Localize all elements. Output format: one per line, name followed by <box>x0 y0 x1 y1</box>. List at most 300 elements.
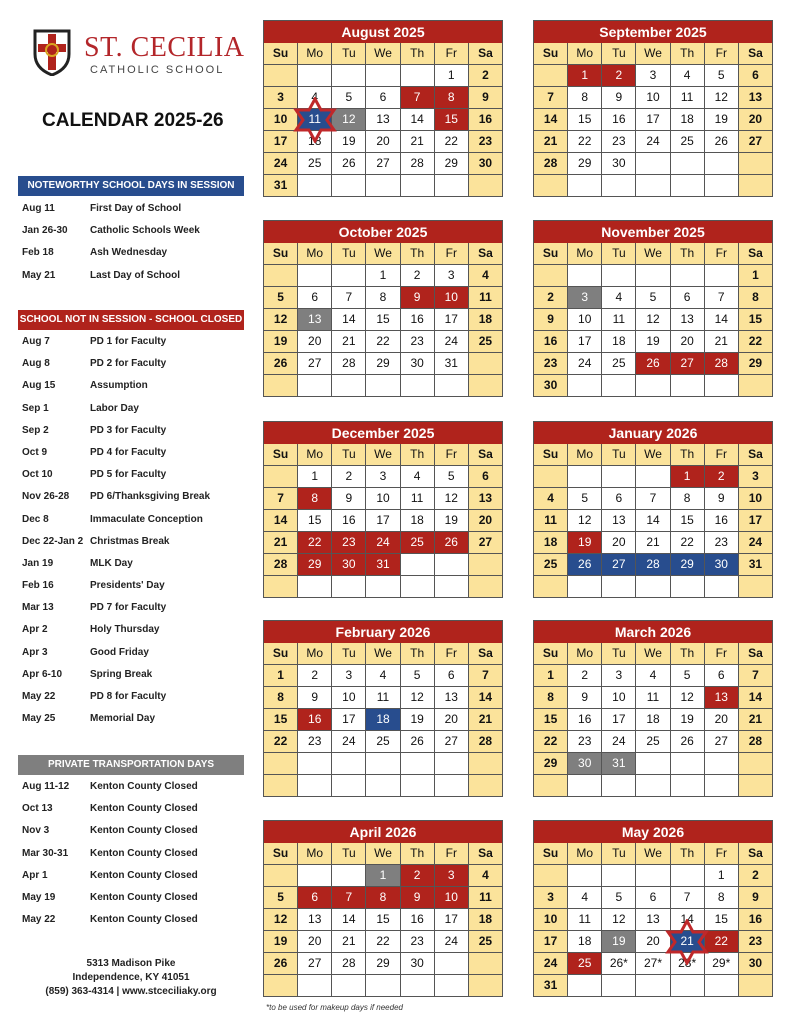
day-cell <box>298 109 331 130</box>
day-cell <box>602 687 635 708</box>
day-number: 8 <box>311 491 319 505</box>
day-cell <box>534 87 567 108</box>
day-cell <box>366 466 399 487</box>
weekday-header: Fr <box>705 643 738 664</box>
empty-cell <box>671 576 704 597</box>
month-title: April 2026 <box>264 821 502 843</box>
item-label: PD 7 for Faculty <box>90 602 167 614</box>
day-cell <box>602 87 635 108</box>
day-cell <box>534 731 567 752</box>
empty-cell <box>264 65 297 86</box>
day-cell <box>705 353 738 374</box>
weekday-header: Th <box>401 643 434 664</box>
empty-cell <box>435 753 468 774</box>
day-cell <box>636 931 669 952</box>
empty-cell <box>298 865 331 886</box>
day-number: 12 <box>578 513 592 527</box>
day-cell <box>568 753 601 774</box>
day-number: 21 <box>410 134 424 148</box>
day-cell <box>568 153 601 174</box>
day-number: 31 <box>376 557 390 571</box>
day-cell <box>469 909 502 930</box>
weekday-header: Mo <box>298 843 331 864</box>
day-number: 3 <box>379 469 387 483</box>
item-label: PD 8 for Faculty <box>90 691 167 702</box>
day-number: 15 <box>376 312 390 326</box>
empty-cell <box>602 265 635 286</box>
item-label: Good Friday <box>90 646 149 658</box>
day-number: 12 <box>342 112 356 126</box>
day-cell <box>534 687 567 708</box>
day-number: 3 <box>345 668 353 682</box>
item-label: Christmas Break <box>90 535 170 547</box>
empty-cell <box>636 753 669 774</box>
weekday-header: Tu <box>332 243 365 264</box>
day-cell <box>636 309 669 330</box>
item-label: PD 6/Thanksgiving Break <box>90 491 211 503</box>
day-number: 26 <box>444 535 458 549</box>
weekday-header: Tu <box>332 643 365 664</box>
weekday-header: We <box>366 243 399 264</box>
list-item <box>22 336 210 358</box>
day-number: 9 <box>581 690 589 704</box>
weekday-header: We <box>636 643 669 664</box>
day-cell <box>602 753 635 774</box>
empty-cell <box>705 375 738 396</box>
day-number: 31 <box>748 557 763 571</box>
empty-cell <box>705 775 738 796</box>
day-cell <box>739 709 772 730</box>
weekday-header: Th <box>401 444 434 465</box>
month-grid <box>264 444 502 597</box>
empty-cell <box>435 975 468 996</box>
day-cell <box>739 887 772 908</box>
day-cell <box>366 532 399 553</box>
day-cell <box>332 131 365 152</box>
day-cell <box>298 131 331 152</box>
day-cell <box>435 265 468 286</box>
day-cell <box>298 687 331 708</box>
empty-cell <box>435 775 468 796</box>
day-cell <box>534 931 567 952</box>
day-number: 4 <box>581 890 589 904</box>
empty-cell <box>602 865 635 886</box>
item-label: Presidents' Day <box>90 580 165 592</box>
day-number: 5 <box>277 290 284 304</box>
day-number: 9 <box>311 690 319 704</box>
day-cell <box>401 87 434 108</box>
day-cell <box>401 953 434 974</box>
day-cell <box>401 287 434 308</box>
item-label: PD 1 for Faculty <box>90 336 167 347</box>
day-number: 19 <box>342 134 356 148</box>
item-label: Labor Day <box>90 402 139 414</box>
day-number: 30 <box>612 156 626 170</box>
day-number: 30 <box>543 378 558 392</box>
day-cell <box>739 353 772 374</box>
list-item <box>22 447 210 469</box>
list-item <box>22 870 198 892</box>
day-number: 26 <box>714 134 728 148</box>
day-cell <box>568 287 601 308</box>
day-cell <box>366 265 399 286</box>
day-cell <box>602 731 635 752</box>
empty-cell <box>568 576 601 597</box>
day-number: 23 <box>578 734 592 748</box>
item-date: Apr 6-10 <box>22 668 63 680</box>
noteworthy-heading: NOTEWORTHY SCHOOL DAYS IN SESSION <box>18 176 244 196</box>
day-cell <box>435 687 468 708</box>
day-number: 29 <box>376 956 390 970</box>
day-number: 25 <box>478 334 493 348</box>
day-number: 17 <box>273 134 288 148</box>
day-number: 9 <box>482 90 489 104</box>
day-number: 10 <box>612 690 626 704</box>
day-number: 4 <box>683 68 691 82</box>
item-date: Jan 26-30 <box>22 225 68 237</box>
weekday-header: Sa <box>739 43 772 64</box>
day-cell <box>671 931 704 952</box>
day-cell <box>602 554 635 575</box>
day-cell <box>401 131 434 152</box>
item-label: Immaculate Conception <box>90 513 203 525</box>
month-may-2026 <box>533 820 773 997</box>
day-cell <box>366 109 399 130</box>
empty-cell <box>739 375 772 396</box>
day-number: 11 <box>544 513 557 527</box>
day-number: 19 <box>612 934 626 948</box>
day-cell <box>705 109 738 130</box>
item-date: Nov 26-28 <box>22 491 70 503</box>
day-cell <box>366 665 399 686</box>
day-cell <box>671 87 704 108</box>
day-cell <box>332 109 365 130</box>
weekday-header: Th <box>671 243 704 264</box>
day-cell <box>366 709 399 730</box>
day-cell <box>298 287 331 308</box>
day-number: 16 <box>308 712 322 726</box>
day-cell <box>469 709 502 730</box>
empty-cell <box>469 353 502 374</box>
day-cell <box>298 331 331 352</box>
day-number: 23 <box>410 934 424 948</box>
day-cell <box>671 331 704 352</box>
day-number: 23 <box>410 334 424 348</box>
day-cell <box>401 687 434 708</box>
empty-cell <box>298 975 331 996</box>
day-cell <box>602 109 635 130</box>
day-number: 17 <box>376 513 390 527</box>
empty-cell <box>671 975 704 996</box>
school-logo <box>32 28 245 76</box>
day-cell <box>469 731 502 752</box>
day-cell <box>671 909 704 930</box>
day-number: 14 <box>543 112 558 126</box>
day-cell <box>739 931 772 952</box>
day-cell <box>401 510 434 531</box>
day-number: 20 <box>680 334 694 348</box>
month-title: December 2025 <box>264 422 502 444</box>
day-cell <box>264 87 297 108</box>
day-cell <box>401 887 434 908</box>
day-cell <box>568 554 601 575</box>
day-number: 3 <box>752 469 759 483</box>
day-number: 25 <box>308 156 322 170</box>
empty-cell <box>469 953 502 974</box>
day-cell <box>705 731 738 752</box>
day-cell <box>332 909 365 930</box>
day-number: 31 <box>273 178 288 192</box>
day-number: 15 <box>543 712 558 726</box>
day-cell <box>739 865 772 886</box>
weekday-header: Fr <box>705 843 738 864</box>
weekday-header: Mo <box>568 43 601 64</box>
day-cell <box>739 909 772 930</box>
empty-cell <box>401 775 434 796</box>
empty-cell <box>705 753 738 774</box>
day-cell <box>739 532 772 553</box>
empty-cell <box>705 175 738 196</box>
month-november-2025 <box>533 220 773 397</box>
day-cell <box>568 488 601 509</box>
day-cell <box>636 510 669 531</box>
day-cell <box>705 87 738 108</box>
day-cell <box>534 753 567 774</box>
day-cell <box>636 709 669 730</box>
day-number: 17 <box>543 934 558 948</box>
school-subtitle: CATHOLIC SCHOOL <box>90 64 225 76</box>
day-cell <box>401 488 434 509</box>
day-number: 31 <box>612 756 626 770</box>
day-number: 8 <box>379 290 387 304</box>
item-date: Sep 2 <box>22 424 49 436</box>
day-cell <box>568 887 601 908</box>
empty-cell <box>636 153 669 174</box>
day-cell <box>671 109 704 130</box>
list-item <box>22 624 210 646</box>
day-number: 30 <box>342 557 356 571</box>
day-cell <box>264 532 297 553</box>
empty-cell <box>568 175 601 196</box>
empty-cell <box>264 265 297 286</box>
day-cell <box>739 331 772 352</box>
day-number: 7 <box>345 290 353 304</box>
list-item <box>22 403 210 425</box>
day-cell <box>469 287 502 308</box>
day-cell <box>469 665 502 686</box>
day-cell <box>739 953 772 974</box>
day-cell <box>739 665 772 686</box>
day-cell <box>568 953 601 974</box>
day-cell <box>602 532 635 553</box>
weekday-header: Sa <box>469 43 502 64</box>
weekday-header: We <box>366 43 399 64</box>
day-cell <box>298 931 331 952</box>
day-cell <box>568 931 601 952</box>
list-item <box>22 380 210 402</box>
day-number: 25 <box>410 535 424 549</box>
weekday-header: Th <box>671 643 704 664</box>
day-number: 18 <box>612 334 626 348</box>
empty-cell <box>401 65 434 86</box>
day-number: 21 <box>342 934 356 948</box>
empty-cell <box>332 265 365 286</box>
day-cell <box>298 709 331 730</box>
day-cell <box>366 131 399 152</box>
day-cell <box>671 510 704 531</box>
day-cell <box>636 731 669 752</box>
day-cell <box>298 466 331 487</box>
day-number: 28 <box>342 356 356 370</box>
day-number: 12 <box>646 312 660 326</box>
day-number: 31 <box>444 356 458 370</box>
day-cell <box>568 731 601 752</box>
day-number: 22 <box>748 334 763 348</box>
day-number: 23 <box>748 934 763 948</box>
day-cell <box>534 287 567 308</box>
day-cell <box>739 309 772 330</box>
day-cell <box>568 309 601 330</box>
day-number: 18 <box>478 312 493 326</box>
empty-cell <box>264 466 297 487</box>
weekday-header: Su <box>264 843 297 864</box>
day-number: 3 <box>447 868 455 882</box>
day-number: 25 <box>646 734 660 748</box>
item-date: Aug 8 <box>22 358 50 370</box>
day-number: 25 <box>680 134 694 148</box>
empty-cell <box>264 375 297 396</box>
day-number: 5 <box>345 90 353 104</box>
list-item <box>22 425 210 447</box>
day-cell <box>298 665 331 686</box>
day-cell <box>435 287 468 308</box>
day-cell <box>332 466 365 487</box>
item-date: Aug 15 <box>22 380 56 392</box>
day-cell <box>636 109 669 130</box>
day-number: 7 <box>683 890 691 904</box>
day-cell <box>401 532 434 553</box>
day-number: 28 <box>748 734 763 748</box>
day-number: 23 <box>342 535 356 549</box>
day-number: 28 <box>273 557 288 571</box>
day-cell <box>568 131 601 152</box>
empty-cell <box>671 175 704 196</box>
day-number: 17 <box>444 912 458 926</box>
weekday-header: Su <box>264 43 297 64</box>
empty-cell <box>298 175 331 196</box>
day-cell <box>435 709 468 730</box>
item-date: Mar 30-31 <box>22 847 69 859</box>
weekday-header: We <box>636 444 669 465</box>
empty-cell <box>705 265 738 286</box>
day-number: 7 <box>277 491 284 505</box>
weekday-header: Su <box>534 643 567 664</box>
day-number: 3 <box>581 290 589 304</box>
month-grid <box>264 243 502 396</box>
day-cell <box>435 865 468 886</box>
day-cell <box>298 953 331 974</box>
item-date: Mar 13 <box>22 602 54 614</box>
day-number: 25 <box>612 356 626 370</box>
empty-cell <box>636 466 669 487</box>
empty-cell <box>401 554 434 575</box>
empty-cell <box>298 576 331 597</box>
list-item <box>22 225 200 247</box>
day-cell <box>469 687 502 708</box>
day-cell <box>401 309 434 330</box>
month-august-2025 <box>263 20 503 197</box>
day-number: 1 <box>717 868 725 882</box>
weekday-header: Fr <box>435 643 468 664</box>
day-cell <box>602 665 635 686</box>
day-cell <box>671 887 704 908</box>
day-number: 2 <box>482 68 489 82</box>
day-cell <box>534 153 567 174</box>
list-item <box>22 247 200 269</box>
item-date: Feb 18 <box>22 247 54 259</box>
day-number: 27 <box>680 356 694 370</box>
day-cell <box>264 887 297 908</box>
empty-cell <box>401 375 434 396</box>
list-item <box>22 514 210 536</box>
day-number: 24 <box>612 734 626 748</box>
school-address <box>18 957 244 999</box>
day-number: 11 <box>479 290 492 304</box>
day-number: 30 <box>578 756 592 770</box>
empty-cell <box>435 175 468 196</box>
weekday-header: Tu <box>602 643 635 664</box>
day-cell <box>401 153 434 174</box>
day-number: 21 <box>478 712 493 726</box>
day-cell <box>469 109 502 130</box>
day-cell <box>602 153 635 174</box>
day-cell <box>739 731 772 752</box>
empty-cell <box>636 175 669 196</box>
weekday-header: Mo <box>298 243 331 264</box>
list-item <box>22 691 210 713</box>
day-cell <box>705 554 738 575</box>
day-number: 27 <box>308 956 322 970</box>
weekday-header: Sa <box>469 444 502 465</box>
day-number: 29 <box>376 356 390 370</box>
day-cell <box>298 488 331 509</box>
item-date: Oct 9 <box>22 446 48 458</box>
empty-cell <box>298 753 331 774</box>
day-cell <box>739 510 772 531</box>
empty-cell <box>469 375 502 396</box>
weekday-header: Su <box>264 243 297 264</box>
day-cell <box>671 488 704 509</box>
day-cell <box>568 687 601 708</box>
item-label: Holy Thursday <box>90 624 160 636</box>
day-cell <box>568 909 601 930</box>
day-cell <box>366 87 399 108</box>
day-number: 14 <box>646 513 660 527</box>
day-number: 28 <box>646 557 660 571</box>
empty-cell <box>469 175 502 196</box>
empty-cell <box>332 175 365 196</box>
day-number: 19 <box>444 513 458 527</box>
day-number: 28 <box>543 156 558 170</box>
day-number: 5 <box>447 469 455 483</box>
list-item <box>22 892 198 914</box>
day-cell <box>705 65 738 86</box>
day-cell <box>366 309 399 330</box>
empty-cell <box>264 753 297 774</box>
day-number: 8 <box>447 90 455 104</box>
item-label: Kenton County Closed <box>90 891 198 903</box>
list-item <box>22 602 210 624</box>
